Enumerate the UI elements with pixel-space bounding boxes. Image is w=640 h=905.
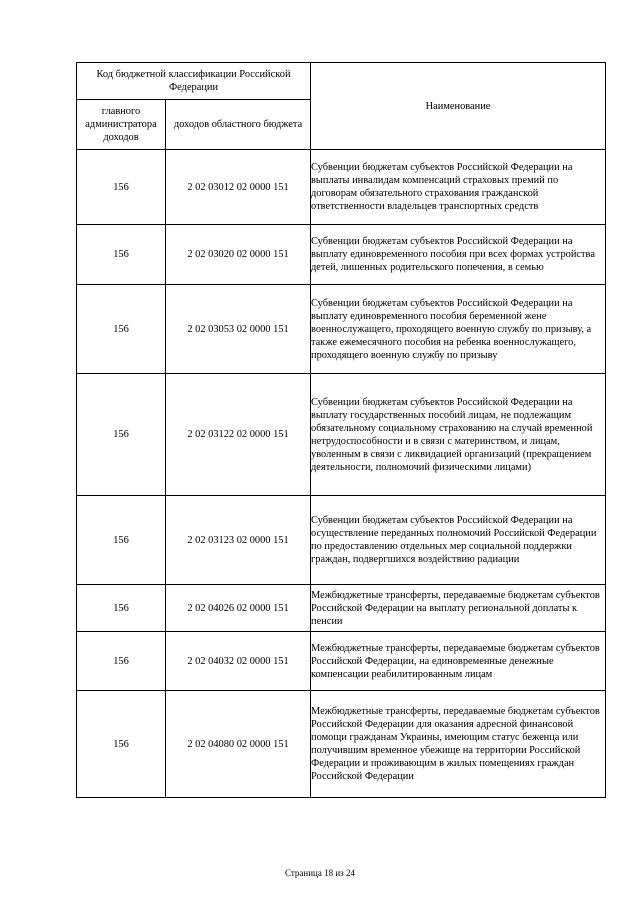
- revenue-code-cell: 2 02 03123 02 0000 151: [166, 496, 311, 585]
- header-budget-classification-code: Код бюджетной классификации Российской Федерации: [77, 63, 311, 100]
- admin-code-cell: 156: [77, 374, 166, 496]
- revenue-name-cell: Субвенции бюджетам субъектов Российской Федерации на выплаты инвалидам компенсаций страховых премий по договорам обязательного страхования гражданской ответственности владельцев транспортных средств: [311, 150, 606, 225]
- revenue-code-cell: 2 02 03122 02 0000 151: [166, 374, 311, 496]
- budget-classification-table: [76, 62, 606, 798]
- admin-code-cell: 156: [77, 632, 166, 691]
- admin-code-cell: 156: [77, 585, 166, 632]
- header-regional-budget-revenue: доходов областного бюджета: [166, 100, 311, 150]
- table-row: [77, 374, 606, 496]
- table-header-row: [77, 63, 606, 100]
- revenue-code-cell: 2 02 04032 02 0000 151: [166, 632, 311, 691]
- revenue-name-cell: Субвенции бюджетам субъектов Российской Федерации на выплату единовременного пособия беременной жене военнослужащего, проходящего военную службу по призыву, а также ежемесячного пособия на ребенка военнослужащего, проходящего военную службу по призыву: [311, 285, 606, 374]
- revenue-code-cell: 2 02 03012 02 0000 151: [166, 150, 311, 225]
- revenue-code-cell: 2 02 04080 02 0000 151: [166, 691, 311, 798]
- revenue-code-cell: 2 02 03053 02 0000 151: [166, 285, 311, 374]
- table-row: [77, 691, 606, 798]
- revenue-name-cell: Субвенции бюджетам субъектов Российской Федерации на выплату государственных пособий лицам, не подлежащим обязательному социальному страхованию на случай временной нетрудоспособности и в связи с материнством, и лицам, уволенным в связи с ликвидацией организаций (прекращением деятельности, полномочий физическими лицами): [311, 374, 606, 496]
- table-row: [77, 225, 606, 285]
- revenue-name-cell: Межбюджетные трансферты, передаваемые бюджетам субъектов Российской Федерации на выплату региональной доплаты к пенсии: [311, 585, 606, 632]
- revenue-name-cell: Субвенции бюджетам субъектов Российской Федерации на выплату единовременного пособия при всех формах устройства детей, лишенных родительского попечения, в семью: [311, 225, 606, 285]
- table-row: [77, 285, 606, 374]
- revenue-name-cell: Субвенции бюджетам субъектов Российской Федерации на осуществление переданных полномочий Российской Федерации по предоставлению отдельных мер социальной поддержки граждан, подвергшихся воздействию радиации: [311, 496, 606, 585]
- admin-code-cell: 156: [77, 496, 166, 585]
- header-main-administrator: главного администратора доходов: [77, 100, 166, 150]
- revenue-code-cell: 2 02 04026 02 0000 151: [166, 585, 311, 632]
- table-row: [77, 632, 606, 691]
- admin-code-cell: 156: [77, 691, 166, 798]
- admin-code-cell: 156: [77, 285, 166, 374]
- table-row: [77, 496, 606, 585]
- admin-code-cell: 156: [77, 225, 166, 285]
- page-number: Страница 18 из 24: [285, 868, 355, 878]
- table-row: [77, 585, 606, 632]
- header-name: Наименование: [311, 63, 606, 150]
- revenue-name-cell: Межбюджетные трансферты, передаваемые бюджетам субъектов Российской Федерации, на единовременные денежные компенсации реабилитированным лицам: [311, 632, 606, 691]
- revenue-code-cell: 2 02 03020 02 0000 151: [166, 225, 311, 285]
- admin-code-cell: 156: [77, 150, 166, 225]
- revenue-name-cell: Межбюджетные трансферты, передаваемые бюджетам субъектов Российской Федерации для оказания адресной финансовой помощи гражданам Украины, имеющим статус беженца или получившим временное убежище на территории Российской Федерации и проживающим в жилых помещениях граждан Российской Федерации: [311, 691, 606, 798]
- table-row: [77, 150, 606, 225]
